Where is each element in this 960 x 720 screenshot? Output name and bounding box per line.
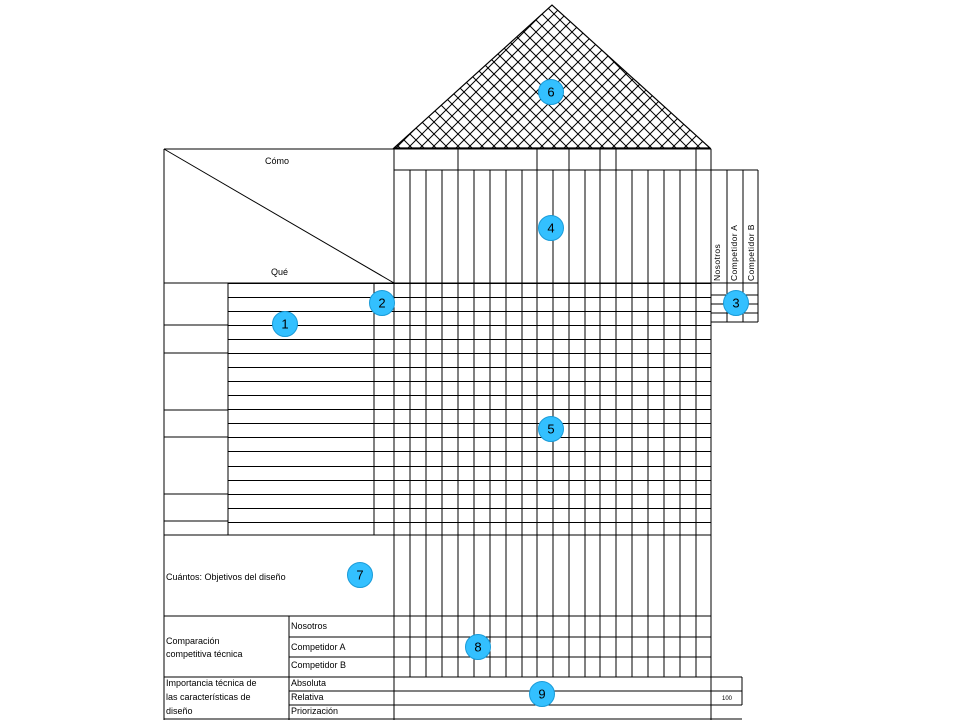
roof-hatch-line xyxy=(0,0,100,220)
roof-hatch-line xyxy=(0,0,124,220)
roof-hatch-line xyxy=(108,0,328,220)
marker-5 xyxy=(539,417,564,442)
roof-hatch-line xyxy=(0,0,64,220)
roof-hatch-line xyxy=(0,0,88,220)
tech-row-label-2: Competidor A xyxy=(291,642,346,652)
roof-hatch-line xyxy=(0,0,196,220)
roof-hatch-line xyxy=(876,0,960,220)
roof-hatch-line xyxy=(156,0,376,220)
relative-total-value: 100 xyxy=(722,696,733,702)
roof-hatch-line xyxy=(312,0,532,220)
roof-hatch-line xyxy=(240,0,460,220)
marker-3 xyxy=(724,291,749,316)
roof-hatch-line xyxy=(0,0,184,220)
roof-hatch-line xyxy=(264,0,484,220)
roof-hatch-line xyxy=(756,0,960,220)
roof-hatch-line xyxy=(192,0,412,220)
roof-hatch-line xyxy=(24,0,244,220)
roof-hatch-line xyxy=(696,0,916,220)
roof-hatch-line xyxy=(456,0,676,220)
roof-hatch-line xyxy=(720,0,940,220)
tech-row-label-1: Nosotros xyxy=(291,621,328,631)
roof-hatch-line xyxy=(888,0,960,220)
roof-hatch-line xyxy=(60,0,280,220)
roof-hatch-line xyxy=(480,0,700,220)
importancia-label-line3: diseño xyxy=(166,706,193,716)
roof-hatch-line xyxy=(612,0,832,220)
roof-hatch-line xyxy=(636,0,856,220)
roof-hatch-line xyxy=(240,0,460,220)
roof-hatch-line xyxy=(888,0,960,220)
roof-hatch-line xyxy=(588,0,808,220)
roof-hatch-line xyxy=(0,0,208,220)
roof-hatch-line xyxy=(84,0,304,220)
roof-hatch-line xyxy=(168,0,388,220)
roof-hatch-line xyxy=(744,0,960,220)
roof-hatch-line xyxy=(948,0,960,220)
roof-hatch-line xyxy=(0,0,172,220)
roof-hatch-line xyxy=(0,0,112,220)
roof-hatch-line xyxy=(0,0,112,220)
roof-hatch-line xyxy=(768,0,960,220)
roof-hatch-line xyxy=(600,0,820,220)
roof-hatch-line xyxy=(0,0,28,220)
roof-hatch-line xyxy=(0,0,16,220)
marker-number: 5 xyxy=(547,421,555,437)
roof-hatch-line xyxy=(252,0,472,220)
roof-hatch-line xyxy=(912,0,960,220)
marker-8 xyxy=(466,635,491,660)
roof-hatch-line xyxy=(864,0,960,220)
roof-hatch-line xyxy=(276,0,496,220)
roof-hatch-line xyxy=(780,0,960,220)
roof-hatch-line xyxy=(804,0,960,220)
roof-hatch-line xyxy=(0,0,64,220)
roof-hatch-line xyxy=(672,0,892,220)
roof-hatch-line xyxy=(588,0,808,220)
roof-hatch-line xyxy=(0,0,160,220)
marker-number: 3 xyxy=(732,295,740,311)
roof-hatch-line xyxy=(0,0,220,220)
roof-hatch-line xyxy=(768,0,960,220)
roof-hatch-line xyxy=(168,0,388,220)
roof-hatch-line xyxy=(744,0,960,220)
roof-hatch-line xyxy=(96,0,316,220)
roof-hatch-line xyxy=(720,0,940,220)
tech-row-label-3: Competidor B xyxy=(291,660,347,670)
roof-hatch-line xyxy=(912,0,960,220)
roof-hatch-line xyxy=(36,0,256,220)
roof-hatch-line xyxy=(612,0,832,220)
marker-number: 4 xyxy=(547,220,555,236)
roof-hatch-line xyxy=(384,0,604,220)
roof-hatch-line xyxy=(780,0,960,220)
marker-2 xyxy=(370,291,395,316)
roof-hatch-line xyxy=(0,0,160,220)
roof-hatch-line xyxy=(468,0,688,220)
roof-hatch-line xyxy=(12,0,232,220)
roof-hatch-line xyxy=(324,0,544,220)
roof-hatch-line xyxy=(84,0,304,220)
roof-hatch-line xyxy=(0,0,196,220)
roof-hatch-line xyxy=(840,0,960,220)
marker-number: 8 xyxy=(474,639,482,655)
roof-hatch-line xyxy=(156,0,376,220)
roof-hatch-line xyxy=(36,0,256,220)
marker-1 xyxy=(273,312,298,337)
roof-hatch-line xyxy=(0,0,40,220)
roof-hatch-line xyxy=(288,0,508,220)
roof-hatch-line xyxy=(792,0,960,220)
roof-hatch-line xyxy=(804,0,960,220)
roof-hatch-line xyxy=(564,0,784,220)
roof-hatch-line xyxy=(252,0,472,220)
comparacion-label-line2: competitiva técnica xyxy=(166,649,243,659)
roof-hatch-line xyxy=(288,0,508,220)
roof-hatch-line xyxy=(624,0,844,220)
roof-hatch-line xyxy=(624,0,844,220)
roof-hatch-line xyxy=(204,0,424,220)
roof-hatch-line xyxy=(96,0,316,220)
roof-hatch-line xyxy=(900,0,960,220)
roof-hatch-line xyxy=(732,0,952,220)
competitor-header-1: Nosotros xyxy=(712,243,722,281)
roof-hatch-line xyxy=(144,0,364,220)
roof-hatch-line xyxy=(852,0,960,220)
roof-hatch-line xyxy=(0,0,40,220)
roof-hatch-line xyxy=(876,0,960,220)
roof-hatch-line xyxy=(72,0,292,220)
marker-number: 7 xyxy=(356,567,364,583)
roof-hatch-line xyxy=(0,0,124,220)
roof-hatch-line xyxy=(660,0,880,220)
roof-hatch-line xyxy=(0,0,220,220)
roof-hatch-line xyxy=(924,0,960,220)
roof-hatch-line xyxy=(12,0,232,220)
roof-hatch-line xyxy=(564,0,784,220)
roof-hatch-line xyxy=(0,0,100,220)
roof-hatch-line xyxy=(0,0,88,220)
competitor-header-2: Competidor A xyxy=(729,224,739,281)
importance-row-label-1: Absoluta xyxy=(291,678,327,688)
roof-hatch-line xyxy=(432,0,652,220)
roof-hatch-line xyxy=(816,0,960,220)
roof-hatch-line xyxy=(948,0,960,220)
roof-hatch-line xyxy=(420,0,640,220)
roof-hatch-line xyxy=(660,0,880,220)
roof-hatch-line xyxy=(228,0,448,220)
roof-hatch-line xyxy=(696,0,916,220)
roof-hatch-line xyxy=(0,0,4,220)
importancia-label-line1: Importancia técnica de xyxy=(166,678,257,688)
roof-hatch-line xyxy=(708,0,928,220)
roof-hatch-line xyxy=(576,0,796,220)
roof-hatch-line xyxy=(0,0,16,220)
roof-hatch-line xyxy=(828,0,960,220)
roof-hatch-line xyxy=(708,0,928,220)
roof-hatch-line xyxy=(180,0,400,220)
roof-hatch-line xyxy=(0,0,52,220)
marker-9 xyxy=(530,682,555,707)
comparacion-label-line1: Comparación xyxy=(166,636,220,646)
marker-number: 6 xyxy=(547,84,555,100)
roof-hatch-line xyxy=(0,0,172,220)
roof-hatch-line xyxy=(816,0,960,220)
roof-hatch-line xyxy=(936,0,960,220)
roof-hatch-line xyxy=(792,0,960,220)
roof-hatch-line xyxy=(204,0,424,220)
roof-hatch-line xyxy=(672,0,892,220)
roof-hatch-line xyxy=(72,0,292,220)
roof-hatch-line xyxy=(24,0,244,220)
roof-hatch-line xyxy=(0,0,148,220)
roof-hatch-line xyxy=(264,0,484,220)
roof-hatch-line xyxy=(0,0,28,220)
roof-hatch-line xyxy=(936,0,960,220)
roof-hatch-line xyxy=(312,0,532,220)
roof-hatch-line xyxy=(0,0,208,220)
roof-hatch-line xyxy=(132,0,352,220)
importance-row-label-3: Priorización xyxy=(291,706,339,716)
roof-hatch-line xyxy=(732,0,952,220)
roof-hatch-line xyxy=(636,0,856,220)
roof-hatch-line xyxy=(372,0,592,220)
roof-hatch-line xyxy=(144,0,364,220)
roof-hatch-line xyxy=(0,0,76,220)
section-markers xyxy=(273,80,749,707)
roof-hatch-line xyxy=(0,0,148,220)
roof-hatch-line xyxy=(48,0,268,220)
roof-hatch-line xyxy=(576,0,796,220)
roof-hatch-line xyxy=(192,0,412,220)
como-label: Cómo xyxy=(265,156,290,166)
importancia-label-line2: las características de xyxy=(166,692,251,702)
roof-hatch-line xyxy=(0,0,136,220)
marker-number: 2 xyxy=(378,295,386,311)
roof-hatch-line xyxy=(684,0,904,220)
roof-hatch-line xyxy=(216,0,436,220)
roof-hatch-line xyxy=(228,0,448,220)
roof-hatch-line xyxy=(0,0,4,220)
competitor-header-3: Competidor B xyxy=(746,224,756,281)
roof-hatch-line xyxy=(0,0,136,220)
roof-hatch-line xyxy=(60,0,280,220)
roof-hatch-line xyxy=(924,0,960,220)
matrix-grid xyxy=(164,149,758,720)
roof-hatch-line xyxy=(444,0,664,220)
marker-number: 9 xyxy=(538,686,546,702)
roof-hatch-line xyxy=(48,0,268,220)
roof-hatch-line xyxy=(828,0,960,220)
roof-hatch-line xyxy=(132,0,352,220)
roof-hatch-line xyxy=(0,0,184,220)
roof-hatch-line xyxy=(840,0,960,220)
marker-6 xyxy=(539,80,564,105)
roof-hatch-line xyxy=(216,0,436,220)
marker-7 xyxy=(348,563,373,588)
corner-diagonal xyxy=(164,149,394,283)
roof-hatch-line xyxy=(600,0,820,220)
marker-number: 1 xyxy=(281,316,289,332)
roof-hatch-line xyxy=(336,0,556,220)
importance-row-label-2: Relativa xyxy=(291,692,324,702)
cuantos-label: Cuántos: Objetivos del diseño xyxy=(166,572,286,582)
roof-hatch-line xyxy=(0,0,76,220)
roof-hatch-line xyxy=(360,0,580,220)
roof-hatch-line xyxy=(0,0,52,220)
correlation-roof xyxy=(0,0,960,220)
roof-hatch-line xyxy=(864,0,960,220)
roof-hatch-line xyxy=(408,0,628,220)
que-label: Qué xyxy=(271,267,289,277)
roof-hatch-line xyxy=(276,0,496,220)
roof-hatch-line xyxy=(684,0,904,220)
roof-hatch-line xyxy=(180,0,400,220)
roof-hatch-line xyxy=(756,0,960,220)
roof-hatch-line xyxy=(108,0,328,220)
roof-hatch-line xyxy=(324,0,544,220)
roof-hatch-line xyxy=(852,0,960,220)
roof-hatch-line xyxy=(900,0,960,220)
marker-4 xyxy=(539,216,564,241)
